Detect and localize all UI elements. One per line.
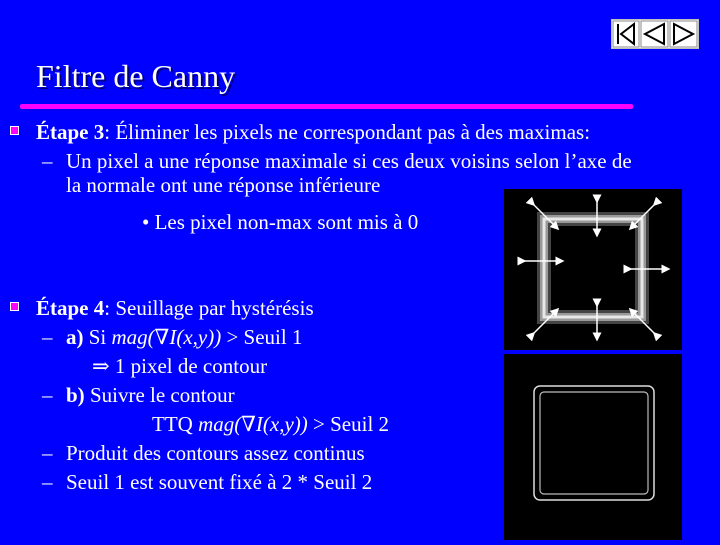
gradient-magnitude-image [504, 189, 682, 350]
step4-dash-a: – [42, 325, 53, 349]
b-text: Suivre le contour [84, 383, 235, 407]
step4-label: Étape 4 [36, 296, 105, 320]
a-label: a) [66, 325, 84, 349]
edge-result-image [504, 354, 682, 540]
step3-sub-dash: – [42, 149, 53, 173]
implies-text: 1 pixel de contour [109, 354, 268, 378]
step4-item-a [66, 325, 302, 349]
first-slide-icon[interactable] [613, 21, 639, 47]
step3-text: : Éliminer les pixels ne correspondant pas à des maximas: [104, 120, 591, 144]
implies-symbol: ⇒ [92, 354, 110, 378]
step4-dash-4: – [42, 470, 53, 494]
step3-heading [36, 120, 590, 144]
a-text-post: > Seuil 1 [221, 325, 303, 349]
step3-point-text: Les pixel non-max sont mis à 0 [154, 210, 419, 234]
step3-point [142, 210, 418, 234]
b-label: b) [66, 383, 85, 407]
next-slide-icon[interactable] [670, 21, 697, 47]
previous-slide-icon[interactable] [641, 21, 668, 47]
point-marker: • [142, 210, 150, 234]
step4-text: : Seuillage par hystérésis [104, 296, 314, 320]
step4-dash-3: – [42, 441, 53, 465]
step4-sub3: Produit des contours assez continus [66, 441, 365, 465]
step3-sub-line2: la normale ont une réponse inférieure [66, 173, 381, 197]
step4-sub4: Seuil 1 est souvent fixé à 2 * Seuil 2 [66, 470, 373, 494]
a-formula: mag(∇I(x,y)) [111, 325, 222, 349]
slide-title: Filtre de Canny [36, 58, 236, 94]
title-underline [20, 104, 633, 109]
implies-line [92, 354, 267, 378]
step3-label: Étape 3 [36, 120, 105, 144]
ttq-post: > Seuil 2 [307, 412, 390, 436]
ttq-formula: mag(∇I(x,y)) [198, 412, 308, 436]
step4-dash-b: – [42, 383, 53, 407]
step4-heading [36, 296, 314, 320]
bullet-icon [10, 126, 19, 135]
a-text-pre: Si [83, 325, 112, 349]
step3-sub-line1: Un pixel a une réponse maximale si ces deux voisins selon l’axe de [66, 149, 632, 173]
bullet-icon [10, 302, 19, 311]
ttq-pre: TTQ [152, 412, 199, 436]
step4-item-b [66, 383, 235, 407]
ttq-line [152, 412, 389, 436]
slide-navigation [611, 19, 699, 49]
